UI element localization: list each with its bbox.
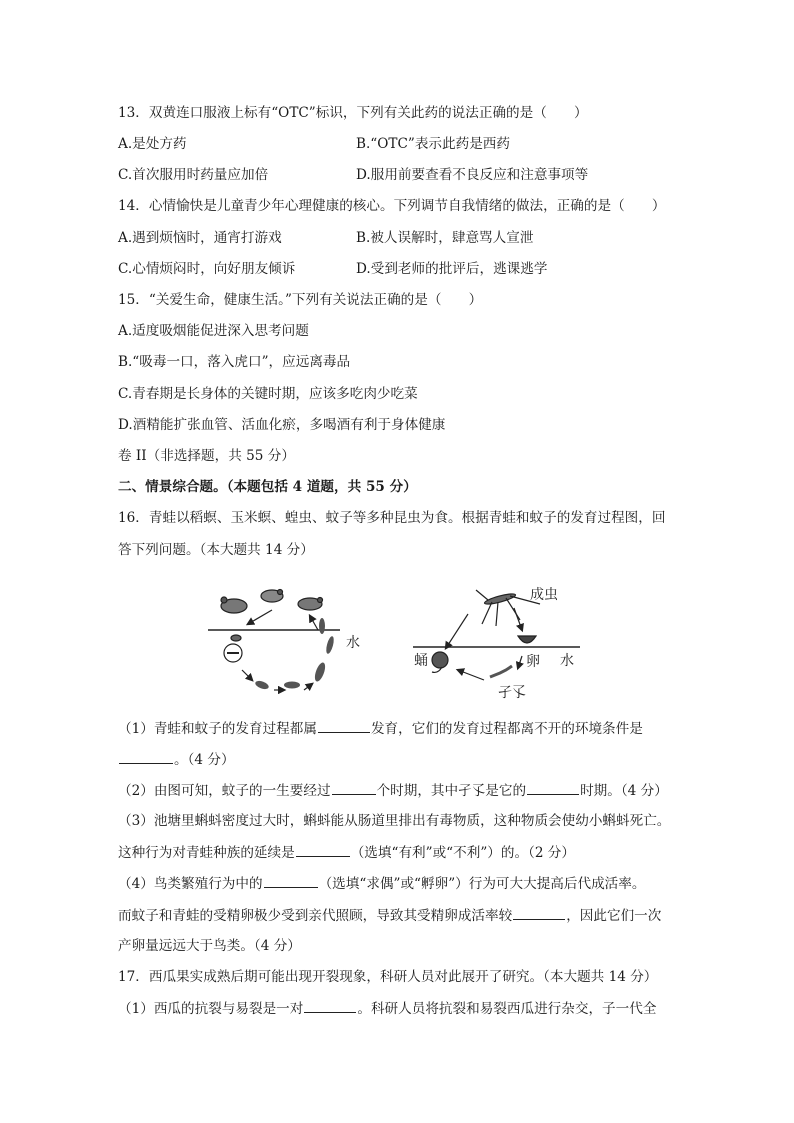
mosquito-life-cycle xyxy=(413,590,580,680)
q13-stem: 13．双黄连口服液上标有“OTC”标识，下列有关此药的说法正确的是（ ） xyxy=(118,105,588,121)
answer-blank[interactable] xyxy=(264,874,318,888)
answer-blank[interactable] xyxy=(527,781,579,795)
answer-blank[interactable] xyxy=(296,843,350,857)
frog-water-label: 水 xyxy=(346,635,360,651)
answer-blank[interactable] xyxy=(318,719,370,733)
q16-part4-text-a: （4）鸟类繁殖行为中的 xyxy=(118,876,263,892)
q16-part3-text-c: （选填“有利”或“不利”）的。（2 分） xyxy=(350,845,575,861)
q13-option-a: A.是处方药 xyxy=(118,136,187,152)
q16-part4-text-b: （选填“求偶”或“孵卵”）行为可大大提高后代成活率。 xyxy=(318,876,646,892)
mosquito-egg-label: 卵 xyxy=(526,654,540,670)
q13-option-c: C.首次服用时药量应加倍 xyxy=(118,167,269,183)
answer-blank[interactable] xyxy=(119,750,173,764)
q16-part1-line2 xyxy=(118,750,235,769)
q16-stem-line1: 16．青蛙以稻螟、玉米螟、蝗虫、蚊子等多种昆虫为食。根据青蛙和蚊子的发育过程图，回 xyxy=(118,510,666,526)
q14-option-d: D.受到老师的批评后，逃课逃学 xyxy=(356,261,548,277)
q16-part1-line1 xyxy=(118,719,643,738)
volume-2-title: 卷 II（非选择题，共 55 分） xyxy=(118,448,295,464)
q16-part1-text-c: 。（4 分） xyxy=(174,752,235,768)
q15-option-a: A.适度吸烟能促进深入思考问题 xyxy=(118,323,309,339)
q16-part1-text-b: 发育，它们的发育过程都离不开的环境条件是 xyxy=(370,721,643,737)
frog-life-cycle xyxy=(208,590,340,691)
q13-option-d: D.服用前要查看不良反应和注意事项等 xyxy=(356,167,589,183)
q15-option-d: D.酒精能扩张血管、活血化瘀，多喝酒有利于身体健康 xyxy=(118,417,446,433)
q13-option-b: B.“OTC”表示此药是西药 xyxy=(356,136,510,152)
q16-part4-line3: 产卵量远远大于鸟类。（4 分） xyxy=(118,938,301,954)
q16-part4-text-d: ，因此它们一次 xyxy=(566,908,662,924)
mosquito-larva-icon xyxy=(490,666,512,677)
frog-egg-icon xyxy=(224,635,242,662)
mosquito-pupa-icon xyxy=(432,652,448,672)
q17-stem: 17．西瓜果实成熟后期可能出现开裂现象，科研人员对此展开了研究。（本大题共 14 分） xyxy=(118,969,658,985)
q16-part3-line2 xyxy=(118,843,575,862)
mosquito-adult-label: 成虫 xyxy=(530,587,558,603)
tadpole-icon xyxy=(254,618,335,691)
q17-part1 xyxy=(118,999,656,1018)
q15-stem: 15．“关爱生命，健康生活。”下列有关说法正确的是（ ） xyxy=(118,292,483,308)
q16-part2-text-a: （2）由图可知，蚊子的一生要经过 xyxy=(118,783,331,799)
frog-adult-icon xyxy=(221,590,323,614)
mosquito-egg-icon xyxy=(518,636,536,643)
q16-part4-line1 xyxy=(118,874,645,893)
answer-blank[interactable] xyxy=(304,999,356,1013)
mosquito-larva-label: 孑孓 xyxy=(498,685,526,701)
q17-part1-text-a: （1）西瓜的抗裂与易裂是一对 xyxy=(118,1001,304,1017)
mosquito-pupa-label: 蛹 xyxy=(414,653,428,669)
q16-part1-text-a: （1）青蛙和蚊子的发育过程都属 xyxy=(118,721,317,737)
q15-option-b: B.“吸毒一口，落入虎口”，应远离毒品 xyxy=(118,354,351,370)
q14-option-b: B.被人误解时，肆意骂人宣泄 xyxy=(356,230,534,246)
q17-part1-text-b: 。科研人员将抗裂和易裂西瓜进行杂交，子一代全 xyxy=(357,1001,657,1017)
q16-part3-text-b: 这种行为对青蛙种族的延续是 xyxy=(118,845,295,861)
q16-part3-line1: （3）池塘里蝌蚪密度过大时，蝌蚪能从肠道里排出有毒物质，这种物质会使幼小蝌蚪死亡。 xyxy=(118,813,671,829)
q14-option-c: C.心情烦闷时，向好朋友倾诉 xyxy=(118,261,296,277)
q16-part4-line2 xyxy=(118,906,661,925)
mosquito-water-label: 水 xyxy=(560,653,574,669)
development-figure xyxy=(200,574,590,706)
q16-part4-text-c: 而蚊子和青蛙的受精卵极少受到亲代照顾，导致其受精卵成活率较 xyxy=(118,908,513,924)
q16-part2 xyxy=(118,781,668,800)
section-heading: 二、情景综合题。（本题包括 4 道题，共 55 分） xyxy=(118,479,417,495)
q16-part2-text-b: 个时期，其中孑孓是它的 xyxy=(376,783,527,799)
q14-option-a: A.遇到烦恼时，通宵打游戏 xyxy=(118,230,282,246)
q16-part2-text-c: 时期。（4 分） xyxy=(580,783,668,799)
q14-stem: 14．心情愉快是儿童青少年心理健康的核心。下列调节自我情绪的做法，正确的是（ ） xyxy=(118,198,666,214)
answer-blank[interactable] xyxy=(332,781,376,795)
q15-option-c: C.青春期是长身体的关键时期，应该多吃肉少吃菜 xyxy=(118,386,418,402)
q16-stem-line2: 答下列问题。（本大题共 14 分） xyxy=(118,542,314,558)
answer-blank[interactable] xyxy=(513,906,565,920)
